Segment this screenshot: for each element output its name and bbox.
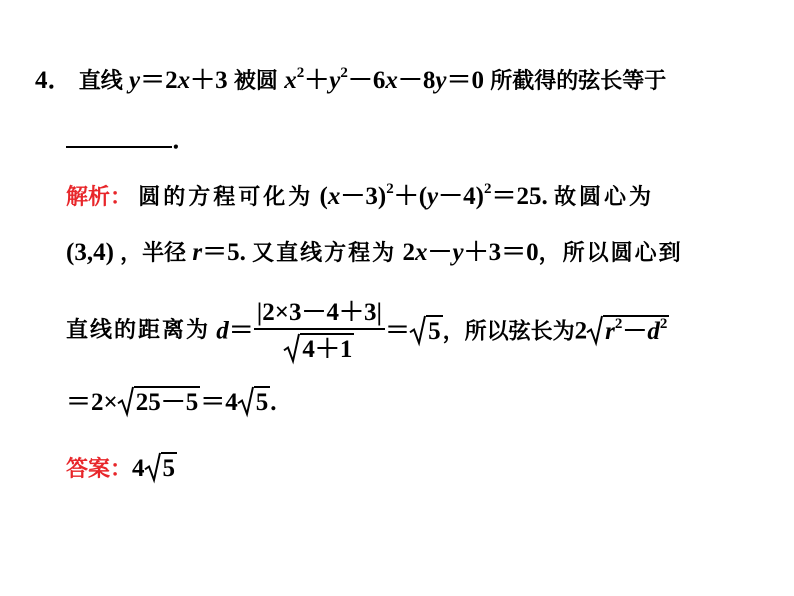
answer-sqrt: 5 — [145, 452, 178, 481]
fraction-numerator: |2×3－4＋3| — [254, 300, 385, 330]
question-lead: 直线 — [78, 69, 123, 94]
answer-label: 答案： — [66, 457, 133, 482]
question-period: ． — [47, 67, 73, 94]
sqrt-5: 5 — [410, 315, 443, 344]
circle-center: (3,4) — [66, 239, 114, 266]
solution-text-4: ，所以圆心到 — [538, 241, 683, 266]
sqrt-25-minus-5: 25－5 — [118, 386, 201, 415]
answer-blank — [66, 126, 172, 148]
solution-radius-label: ，半径 — [120, 241, 187, 266]
line-equation: y＝2x＋3 — [129, 67, 228, 94]
fraction-denominator — [254, 330, 385, 362]
solution-label: 解析： — [66, 185, 133, 210]
answer-blank-line — [66, 126, 197, 153]
expr-end: . — [270, 389, 277, 416]
solution-line-4 — [66, 386, 277, 415]
question-number: 4 — [35, 67, 48, 94]
solution-text-3: 又直线方程为 — [252, 241, 397, 266]
distance-var: d — [216, 317, 229, 345]
standard-form-equation: $(x-3)^2+(y-4)^2=25$. — [319, 181, 548, 210]
chord-sqrt: $r^2-d^2$ — [587, 315, 669, 344]
expr-prefix: ＝2× — [66, 389, 118, 416]
expr-result: ＝4 — [200, 389, 238, 416]
answer-line — [66, 452, 177, 481]
radical-icon — [284, 333, 300, 362]
blank-end: ． — [172, 127, 198, 154]
question-line — [35, 65, 667, 94]
radical-icon — [410, 315, 426, 344]
radius-value: r＝5. — [192, 239, 246, 266]
solution-line-2 — [66, 240, 683, 265]
line-general-equation: 2x－y＋3＝0 — [402, 239, 539, 266]
distance-label: 直线的距离为 — [66, 317, 211, 343]
sqrt-4-plus-1: 4＋1 — [284, 333, 354, 362]
radical-icon — [118, 386, 134, 415]
solution-line-1 — [66, 181, 654, 210]
chord-label: ，所以弦长为 — [442, 319, 575, 345]
question-mid: 被圆 — [233, 69, 278, 94]
solution-text-1: 圆的方程可化为 — [138, 185, 314, 210]
radical-icon — [587, 315, 603, 344]
radical-icon — [238, 386, 254, 415]
circle-equation: $x^2+y^2-6x-8y=0$ — [284, 65, 484, 94]
solution-text-2: 故圆心为 — [553, 185, 654, 210]
sqrt-5-result: 5 — [238, 386, 271, 415]
question-tail: 所截得的弦长等于 — [490, 69, 667, 94]
distance-fraction — [254, 300, 385, 362]
solution-line-3: 直线的距离为 d＝ $\frac{|2\times 3-4+3|}{4+1}$ ＝ 5，所以弦长为2 $r^2-d^2$ — [66, 299, 668, 363]
answer-value: 4 — [132, 455, 145, 482]
radical-icon — [145, 452, 161, 481]
